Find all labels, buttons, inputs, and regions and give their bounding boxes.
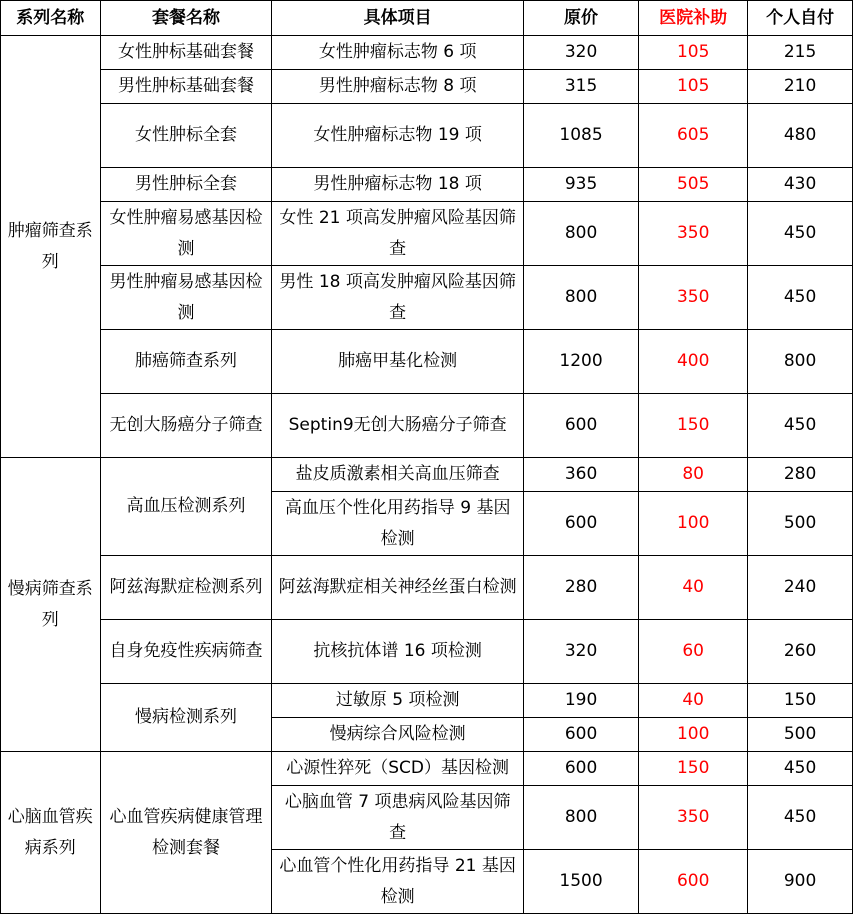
subsidy-cell: 605 bbox=[639, 104, 748, 168]
table-row bbox=[1, 684, 853, 718]
item-name-cell: 慢病综合风险检测 bbox=[272, 718, 524, 752]
self-pay-cell: 215 bbox=[748, 36, 853, 70]
series-name-cell: 慢病筛查系列 bbox=[1, 458, 101, 752]
item-name-cell: 男性 18 项高发肿瘤风险基因筛查 bbox=[272, 266, 524, 330]
price-cell: 800 bbox=[523, 786, 638, 850]
package-name-cell: 女性肿标基础套餐 bbox=[100, 36, 272, 70]
subsidy-cell: 40 bbox=[639, 684, 748, 718]
self-pay-cell: 240 bbox=[748, 556, 853, 620]
subsidy-cell: 105 bbox=[639, 70, 748, 104]
header-self-pay: 个人自付 bbox=[748, 1, 853, 36]
item-name-cell: 女性肿瘤标志物 6 项 bbox=[272, 36, 524, 70]
price-cell: 600 bbox=[523, 752, 638, 786]
item-name-cell: 过敏原 5 项检测 bbox=[272, 684, 524, 718]
subsidy-cell: 100 bbox=[639, 492, 748, 556]
price-cell: 190 bbox=[523, 684, 638, 718]
package-name-cell: 无创大肠癌分子筛查 bbox=[100, 394, 272, 458]
self-pay-cell: 280 bbox=[748, 458, 853, 492]
subsidy-cell: 350 bbox=[639, 786, 748, 850]
self-pay-cell: 150 bbox=[748, 684, 853, 718]
subsidy-cell: 150 bbox=[639, 394, 748, 458]
price-cell: 320 bbox=[523, 36, 638, 70]
subsidy-cell: 505 bbox=[639, 168, 748, 202]
item-name-cell: 女性肿瘤标志物 19 项 bbox=[272, 104, 524, 168]
table-row bbox=[1, 330, 853, 394]
item-name-cell: 心源性猝死（SCD）基因检测 bbox=[272, 752, 524, 786]
price-cell: 280 bbox=[523, 556, 638, 620]
subsidy-cell: 350 bbox=[639, 202, 748, 266]
package-name-cell: 自身免疫性疾病筛查 bbox=[100, 620, 272, 684]
package-name-cell: 高血压检测系列 bbox=[100, 458, 272, 556]
price-cell: 320 bbox=[523, 620, 638, 684]
package-name-cell: 男性肿标全套 bbox=[100, 168, 272, 202]
self-pay-cell: 430 bbox=[748, 168, 853, 202]
self-pay-cell: 800 bbox=[748, 330, 853, 394]
price-cell: 1085 bbox=[523, 104, 638, 168]
table-row bbox=[1, 202, 853, 266]
table-row bbox=[1, 556, 853, 620]
table-row bbox=[1, 458, 853, 492]
self-pay-cell: 450 bbox=[748, 394, 853, 458]
self-pay-cell: 260 bbox=[748, 620, 853, 684]
price-cell: 800 bbox=[523, 202, 638, 266]
header-subsidy: 医院补助 bbox=[639, 1, 748, 36]
item-name-cell: 肺癌甲基化检测 bbox=[272, 330, 524, 394]
header-row bbox=[1, 1, 853, 36]
subsidy-cell: 150 bbox=[639, 752, 748, 786]
header-series: 系列名称 bbox=[1, 1, 101, 36]
subsidy-cell: 60 bbox=[639, 620, 748, 684]
item-name-cell: 女性 21 项高发肿瘤风险基因筛查 bbox=[272, 202, 524, 266]
table-row bbox=[1, 752, 853, 786]
subsidy-cell: 100 bbox=[639, 718, 748, 752]
item-name-cell: 男性肿瘤标志物 18 项 bbox=[272, 168, 524, 202]
item-name-cell: 盐皮质激素相关高血压筛查 bbox=[272, 458, 524, 492]
item-name-cell: 心脑血管 7 项患病风险基因筛查 bbox=[272, 786, 524, 850]
subsidy-cell: 400 bbox=[639, 330, 748, 394]
header-price: 原价 bbox=[523, 1, 638, 36]
package-name-cell: 男性肿标基础套餐 bbox=[100, 70, 272, 104]
price-cell: 600 bbox=[523, 394, 638, 458]
header-package: 套餐名称 bbox=[100, 1, 272, 36]
package-name-cell: 肺癌筛查系列 bbox=[100, 330, 272, 394]
item-name-cell: 高血压个性化用药指导 9 基因检测 bbox=[272, 492, 524, 556]
table-row bbox=[1, 394, 853, 458]
table-row bbox=[1, 104, 853, 168]
table-row bbox=[1, 266, 853, 330]
table-body bbox=[1, 36, 853, 914]
item-name-cell: 抗核抗体谱 16 项检测 bbox=[272, 620, 524, 684]
subsidy-cell: 600 bbox=[639, 850, 748, 914]
package-name-cell: 女性肿瘤易感基因检测 bbox=[100, 202, 272, 266]
table-row bbox=[1, 70, 853, 104]
item-name-cell: 心血管个性化用药指导 21 基因检测 bbox=[272, 850, 524, 914]
self-pay-cell: 450 bbox=[748, 202, 853, 266]
subsidy-cell: 80 bbox=[639, 458, 748, 492]
self-pay-cell: 450 bbox=[748, 752, 853, 786]
package-name-cell: 女性肿标全套 bbox=[100, 104, 272, 168]
price-cell: 1200 bbox=[523, 330, 638, 394]
series-name-cell: 心脑血管疾病系列 bbox=[1, 752, 101, 914]
series-name-cell: 肿瘤筛查系列 bbox=[1, 36, 101, 458]
self-pay-cell: 500 bbox=[748, 718, 853, 752]
header-item: 具体项目 bbox=[272, 1, 524, 36]
price-cell: 360 bbox=[523, 458, 638, 492]
table-row bbox=[1, 168, 853, 202]
subsidy-cell: 40 bbox=[639, 556, 748, 620]
price-cell: 935 bbox=[523, 168, 638, 202]
table-row bbox=[1, 36, 853, 70]
item-name-cell: 阿兹海默症相关神经丝蛋白检测 bbox=[272, 556, 524, 620]
package-name-cell: 阿兹海默症检测系列 bbox=[100, 556, 272, 620]
subsidy-cell: 350 bbox=[639, 266, 748, 330]
price-cell: 600 bbox=[523, 718, 638, 752]
self-pay-cell: 210 bbox=[748, 70, 853, 104]
self-pay-cell: 450 bbox=[748, 266, 853, 330]
subsidy-cell: 105 bbox=[639, 36, 748, 70]
package-name-cell: 慢病检测系列 bbox=[100, 684, 272, 752]
price-cell: 315 bbox=[523, 70, 638, 104]
price-cell: 1500 bbox=[523, 850, 638, 914]
package-name-cell: 男性肿瘤易感基因检测 bbox=[100, 266, 272, 330]
self-pay-cell: 480 bbox=[748, 104, 853, 168]
price-cell: 600 bbox=[523, 492, 638, 556]
self-pay-cell: 500 bbox=[748, 492, 853, 556]
item-name-cell: Septin9无创大肠癌分子筛查 bbox=[272, 394, 524, 458]
self-pay-cell: 450 bbox=[748, 786, 853, 850]
self-pay-cell: 900 bbox=[748, 850, 853, 914]
package-name-cell: 心血管疾病健康管理检测套餐 bbox=[100, 752, 272, 914]
price-cell: 800 bbox=[523, 266, 638, 330]
item-name-cell: 男性肿瘤标志物 8 项 bbox=[272, 70, 524, 104]
table-row bbox=[1, 620, 853, 684]
